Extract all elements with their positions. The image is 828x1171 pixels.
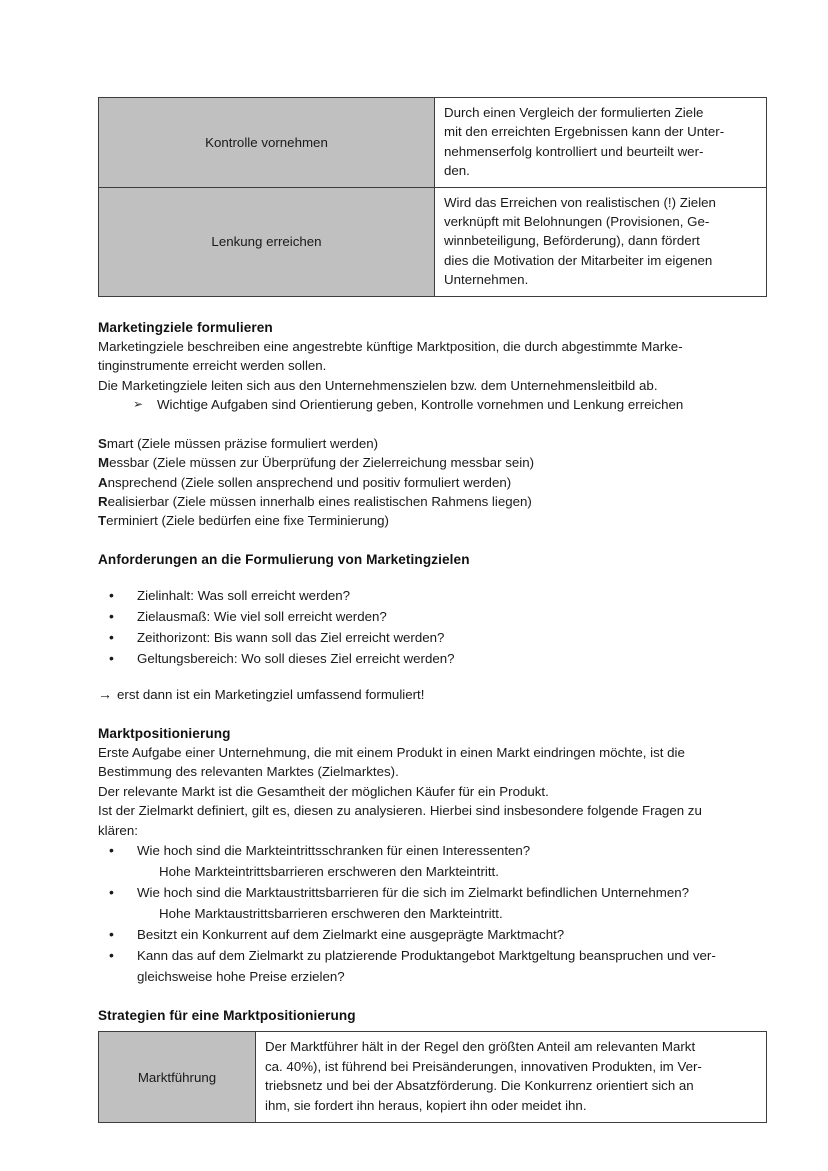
smart-line-a xyxy=(98,473,730,492)
list-item-subnote: Hohe Markteintrittsbarrieren erschweren den Markteintritt. xyxy=(159,863,499,879)
list-item-label xyxy=(137,882,730,903)
smart-line-m xyxy=(98,453,730,472)
right-arrow-icon: → xyxy=(98,686,112,703)
bullet-icon: • xyxy=(109,650,114,667)
section-anforderungen xyxy=(98,550,730,705)
table-cell-line: dies die Motivation der Mitarbeiter im eigenen xyxy=(444,252,713,268)
list-item xyxy=(98,924,730,945)
smart-initial: M xyxy=(98,455,110,471)
list-item-label: Zielausmaß: Wie viel soll erreicht werden? xyxy=(137,609,387,625)
list-item-subnote: Hohe Marktaustrittsbarrieren erschweren den Markteintritt. xyxy=(159,905,503,921)
bullet-icon: • xyxy=(109,841,114,858)
list-item-line: gleichsweise hohe Preise erzielen? xyxy=(137,968,345,984)
strategien-table xyxy=(98,1031,767,1123)
section-marketingziele xyxy=(98,318,730,415)
list-item-line: Wie hoch sind die Marktaustrittsbarrieren für die sich im Zielmarkt befindlichen Unternehmen? xyxy=(137,884,690,900)
smart-line-t xyxy=(98,511,730,530)
list-item-line: Wie hoch sind die Markteintrittsschranken für einen Interessenten? xyxy=(137,842,531,858)
list-item-line: Kann das auf dem Zielmarkt zu platzierende Produktangebot Marktgeltung beanspruchen und ver- xyxy=(137,947,716,963)
list-item-label xyxy=(137,924,730,945)
table-cell-line: ca. 40%), ist führend bei Preisänderungen, innovativen Produkten, im Ver- xyxy=(265,1058,702,1074)
arrow-bullet-icon: ➢ xyxy=(133,397,144,412)
goals-table xyxy=(98,97,767,297)
smart-initial: T xyxy=(98,513,107,529)
list-item xyxy=(98,606,730,627)
conclusion-label: erst dann ist ein Marketingziel umfassend formuliert! xyxy=(117,687,425,703)
paragraph-line: Bestimmung des relevanten Marktes (Zielmarktes). xyxy=(98,764,399,780)
list-item-label: Zeithorizont: Bis wann soll das Ziel erreicht werden? xyxy=(137,630,445,646)
smart-rest: essbar (Ziele müssen zur Überprüfung der Zielerreichung messbar sein) xyxy=(109,455,535,471)
goals-table-body xyxy=(99,98,767,297)
list-item xyxy=(98,945,730,987)
table-cell-line: den. xyxy=(444,163,470,179)
paragraph-line: Marketingziele beschreiben eine angestrebte künftige Marktposition, die durch abgestimmte Marke- xyxy=(98,339,683,355)
goals-table-body-lenkung xyxy=(435,187,767,296)
bullet-icon: • xyxy=(109,925,114,942)
list-item xyxy=(98,882,730,903)
smart-rest: erminiert (Ziele bedürfen eine fixe Terminierung) xyxy=(106,513,389,529)
table-cell-line: nehmenserfolg kontrolliert und beurteilt wer- xyxy=(444,143,704,159)
list-item-label: Zielinhalt: Was soll erreicht werden? xyxy=(137,588,351,604)
strategien-table-body xyxy=(99,1032,767,1123)
table-cell-line: triebsnetz und bei der Absatzförderung. Die Konkurrenz orientiert sich an xyxy=(265,1078,694,1094)
bullet-icon: • xyxy=(109,608,114,625)
list-item-label: Geltungsbereich: Wo soll dieses Ziel erreicht werden? xyxy=(137,651,455,667)
table-cell-line: mit den erreichten Ergebnissen kann der Unter- xyxy=(444,124,725,140)
paragraph-line: Der relevante Markt ist die Gesamtheit der möglichen Käufer für ein Produkt. xyxy=(98,783,549,799)
strategien-table-label-marktfuehrung: Marktführung xyxy=(99,1032,256,1123)
table-cell-line: winnbeteiligung, Beförderung), dann fördert xyxy=(444,233,700,249)
goals-table-label-kontrolle: Kontrolle vornehmen xyxy=(99,98,435,188)
bullet-icon: • xyxy=(109,629,114,646)
list-item-label xyxy=(137,945,730,987)
table-cell-line: Der Marktführer hält in der Regel den größten Anteil am relevanten Markt xyxy=(265,1039,696,1055)
table-cell-line: Unternehmen. xyxy=(444,272,529,288)
spacer xyxy=(98,987,730,1006)
goals-table-body-kontrolle xyxy=(435,98,767,188)
table-row xyxy=(99,98,767,188)
list-item-label: Wichtige Aufgaben sind Orientierung geben, Kontrolle vornehmen und Lenkung erreichen xyxy=(157,397,684,413)
table-row xyxy=(99,1032,767,1123)
spacer xyxy=(98,705,730,724)
page-title-anforderungen: Anforderungen an die Formulierung von Marketingzielen xyxy=(98,551,470,567)
bullet-icon: • xyxy=(109,883,114,900)
spacer xyxy=(98,531,730,550)
list-item xyxy=(98,648,730,669)
list-item-arrow xyxy=(98,395,730,414)
smart-rest: nsprechend (Ziele sollen ansprechend und positiv formuliert werden) xyxy=(107,474,512,490)
smart-rest: ealisierbar (Ziele müssen innerhalb eines realistischen Rahmens liegen) xyxy=(107,493,532,509)
list-item-line: Besitzt ein Konkurrent auf dem Zielmarkt eine ausgeprägte Marktmacht? xyxy=(137,926,565,942)
list-item-label xyxy=(137,840,730,861)
page-title-strategien: Strategien für eine Marktpositionierung xyxy=(98,1007,356,1023)
bullet-icon: • xyxy=(109,946,114,963)
document-content xyxy=(98,97,730,1123)
section-marktpositionierung xyxy=(98,724,730,987)
bullet-icon: • xyxy=(109,587,114,604)
table-cell-line: ihm, sie fordert ihn heraus, kopiert ihn oder meidet ihn. xyxy=(265,1097,587,1113)
paragraph-line: klären: xyxy=(98,822,138,838)
table-cell-line: verknüpft mit Belohnungen (Provisionen, Ge- xyxy=(444,214,710,230)
spacer xyxy=(98,415,730,434)
paragraph-line: Die Marketingziele leiten sich aus den Unternehmenszielen bzw. dem Unternehmensleitbild ab. xyxy=(98,377,658,393)
smart-initial: R xyxy=(98,493,108,509)
spacer xyxy=(98,297,730,318)
smart-acronym-list xyxy=(98,434,730,531)
smart-line-r xyxy=(98,492,730,511)
smart-rest: mart (Ziele müssen präzise formuliert werden) xyxy=(106,435,379,451)
paragraph-line: Ist der Zielmarkt definiert, gilt es, diesen zu analysieren. Hierbei sind insbesondere folgende Fragen zu xyxy=(98,803,702,819)
page-title-marktpositionierung: Marktpositionierung xyxy=(98,725,231,741)
table-row xyxy=(99,187,767,296)
table-cell-line: Durch einen Vergleich der formulierten Ziele xyxy=(444,105,704,120)
smart-initial: A xyxy=(98,474,108,490)
marktanalyse-question-list xyxy=(98,840,730,987)
list-item xyxy=(98,585,730,606)
table-cell-line: Wird das Erreichen von realistischen (!) Zielen xyxy=(444,194,716,210)
anforderungen-bullet-list xyxy=(98,585,730,669)
section-strategien xyxy=(98,1006,730,1123)
paragraph-line: Erste Aufgabe einer Unternehmung, die mit einem Produkt in einen Markt eindringen möchte, ist die xyxy=(98,744,685,760)
conclusion-line xyxy=(98,685,730,704)
goals-table-label-lenkung: Lenkung erreichen xyxy=(99,187,435,296)
smart-line-s xyxy=(98,434,730,453)
spacer xyxy=(98,569,730,585)
strategien-table-body-marktfuehrung xyxy=(256,1032,767,1123)
list-item xyxy=(98,627,730,648)
paragraph-line: tinginstrumente erreicht werden sollen. xyxy=(98,358,327,374)
spacer xyxy=(98,669,730,685)
list-item xyxy=(98,840,730,861)
smart-initial: S xyxy=(98,435,107,451)
page-title-marketingziele: Marketingziele formulieren xyxy=(98,319,273,335)
